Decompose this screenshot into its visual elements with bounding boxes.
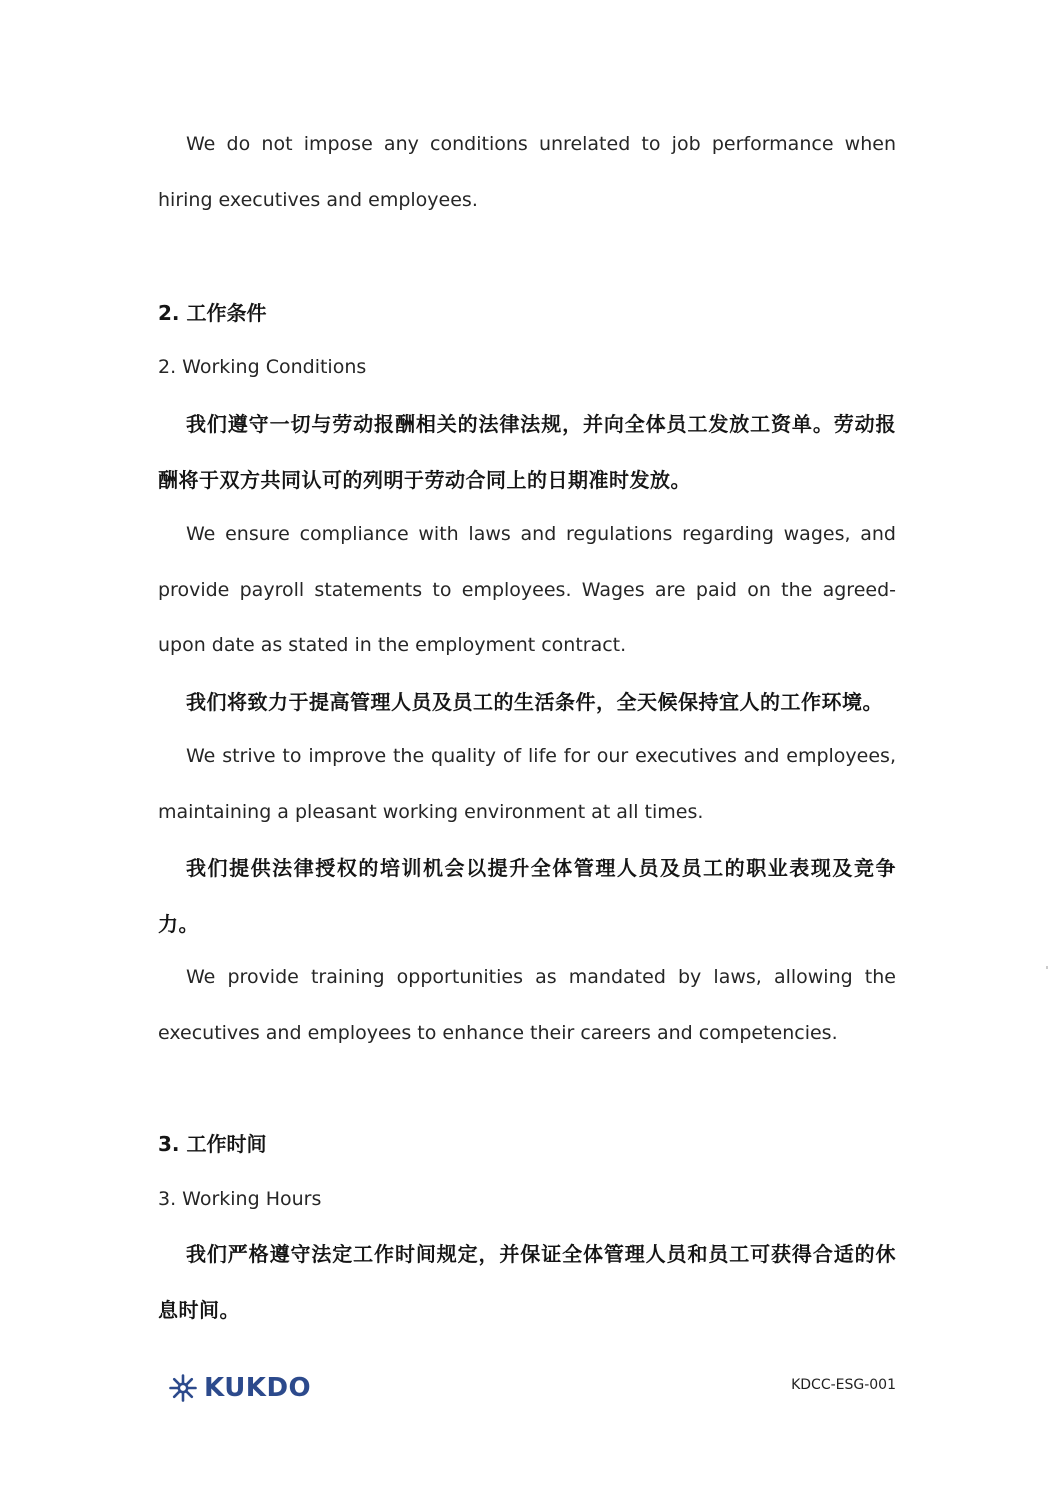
paragraph-wages-en: We ensure compliance with laws and regulations regarding wages, and provide payroll statements to employees. Wages are paid on the agreed-upon date as stated in the employment contract. <box>158 523 896 656</box>
page-footer <box>0 1368 1057 1408</box>
paragraph-rest-time-zh: 我们严格遵守法定工作时间规定，并保证全体管理人员和员工可获得合适的休息时间。 <box>158 1242 896 1322</box>
paragraph-living-conditions-en: We strive to improve the quality of life for our executives and employees, maintaining a pleasant working environment at all times. <box>158 745 896 823</box>
paragraph-living-conditions-zh: 我们将致力于提高管理人员及员工的生活条件，全天候保持宜人的工作环境。 <box>186 690 883 714</box>
paragraph-training-zh: 我们提供法律授权的培训机会以提升全体管理人员及员工的职业表现及竞争力。 <box>158 856 896 936</box>
section-3-heading-en: 3. Working Hours <box>158 1188 322 1210</box>
scan-speck <box>1046 966 1048 969</box>
paragraph-training-en: We provide training opportunities as mandated by laws, allowing the executives and employees to enhance their careers and competencies. <box>158 966 896 1044</box>
section-2-heading-zh: 2. 工作条件 <box>158 301 267 325</box>
section-3-heading-zh: 3. 工作时间 <box>158 1132 267 1156</box>
logo-wordmark: KUKDO <box>204 1373 312 1403</box>
paragraph-hiring-conditions-en: We do not impose any conditions unrelated to job performance when hiring executives and employees. <box>158 133 896 211</box>
document-code: KDCC-ESG-001 <box>791 1377 896 1393</box>
company-logo <box>168 1372 311 1404</box>
kukdo-emblem-icon <box>168 1373 198 1403</box>
section-2-heading-en: 2. Working Conditions <box>158 356 367 378</box>
paragraph-wages-zh: 我们遵守一切与劳动报酬相关的法律法规，并向全体员工发放工资单。劳动报酬将于双方共同认可的列明于劳动合同上的日期准时发放。 <box>158 412 896 492</box>
